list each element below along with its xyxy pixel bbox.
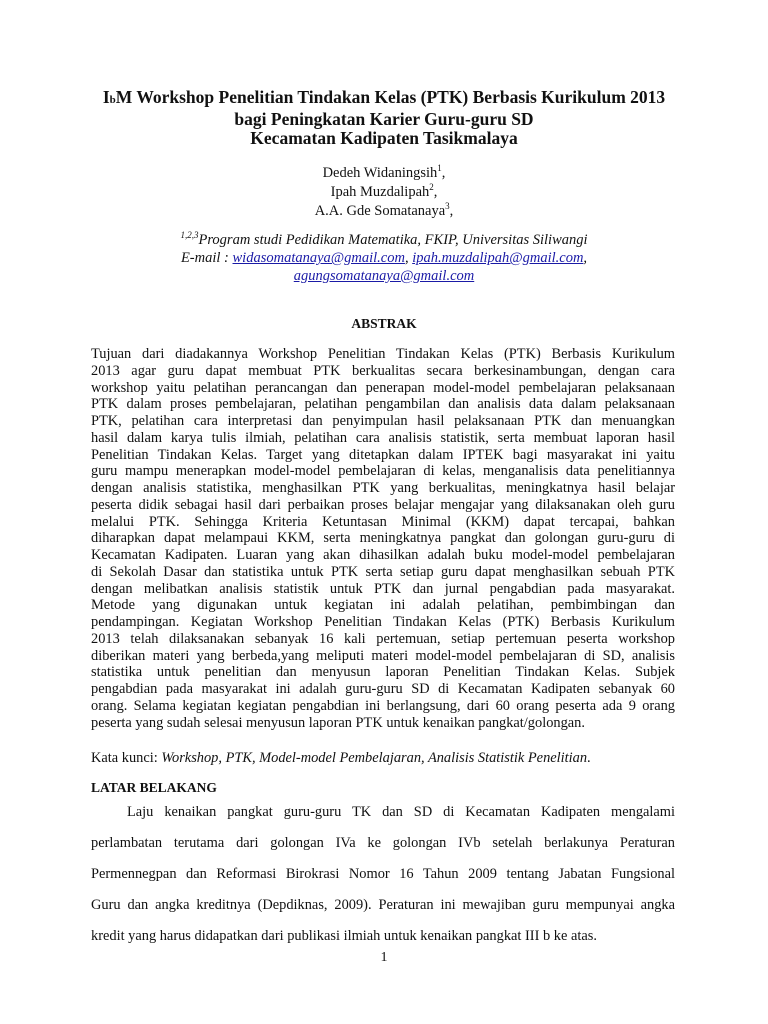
text-line: PTK, pelatihan cara interpretasi dan penyimpulan hasil pelaksanaan PTK dan menuangkan <box>91 413 675 429</box>
title-line-1: IbM Workshop Penelitian Tindakan Kelas (PTK) Berbasis Kurikulum 2013 <box>102 87 666 107</box>
text-line: orang. Selama kegiatan kegiatan pengabdian ini berlangsung, dari 60 orang peserta ada 9 orang <box>91 697 675 714</box>
email-line <box>0 267 768 285</box>
text-line: diberikan materi yang berbeda,yang meliputi materi model-model pembelajaran di SD, analisis <box>91 647 675 664</box>
author: Ipah Muzdalipah$^2$, <box>330 182 438 200</box>
email-link[interactable]: ipah.muzdalipah@gmail.com <box>412 250 584 266</box>
author: A.A. Gde Somatanaya$^3$, <box>314 201 454 219</box>
text-line: dengan analisis statistika, menghasilkan PTK yang berkualitas, meningkatnya hasil belajar <box>91 480 675 496</box>
text-line: hasil dalam karya tulis ilmiah, pelatihan cara analisis statistik, serta membuat laporan hasil <box>91 429 675 446</box>
text-line: melalui PTK. Sehingga Kriteria Ketuntasan Minimal (KKM) dapat tercapai, bahkan <box>91 513 675 530</box>
email-line: E-mail : widasomatanaya@gmail.com, ipah.muzdalipah@gmail.com, <box>180 250 588 266</box>
text-line: PTK dalam proses pembelajaran, pelatihan pengambilan dan analisis data dalam pelaksanaan <box>91 396 675 413</box>
text-line: statistika untuk penelitian dan menyusun laporan Penelitian Tindakan Kelas. Subjek <box>91 664 675 681</box>
email-link[interactable]: agungsomatanaya@gmail.com <box>293 268 475 284</box>
text-line: 2013 agar guru dapat membuat PTK berkualitas secara berkesinambungan, dengan cara <box>91 362 675 379</box>
text-line: peserta didik sebagai hasil dari perbaikan proses belajar mengajar yang dilaksanakan oleh guru <box>91 496 675 513</box>
affiliation-line: $^{1,2,3}$Program studi Pedidikan Matematika, FKIP, Universitas Siliwangi <box>180 230 588 248</box>
abstract-heading: ABSTRAK <box>351 316 417 331</box>
text-line: Guru dan angka kreditnya (Depdiknas, 2009). Peraturan ini mewajiban guru mempunyai angka <box>91 897 675 913</box>
text-line: dengan melibatkan analisis statistik untuk PTK dan jurnal pengabdian pada masyarakat. <box>91 580 675 597</box>
keywords: Kata kunci: Workshop, PTK, Model-model Pembelajaran, Analisis Statistik Penelitian. <box>91 750 591 766</box>
text-line: di Sekolah Dasar dan statistika untuk PTK serta setiap guru dapat menghasilkan sebuah PTK <box>91 563 675 580</box>
text-line: Permennegpan dan Reformasi Birokrasi Nomor 16 Tahun 2009 tentang Jabatan Fungsional <box>91 866 675 882</box>
abstract-body <box>91 346 675 731</box>
text-line: Penelitian Tindakan Kelas. Target yang ditetapkan dalam IPTEK bagi masyarakat ini yaitu <box>91 446 675 463</box>
text-line: guru mampu menerapkan model-model pembelajaran di kelas, menganalisis data penelitiannya <box>91 463 675 480</box>
page-number: 1 <box>380 950 388 965</box>
text-line: peserta yang sudah selesai menyusun laporan PTK untuk kenaikan pangkat/golongan. <box>91 714 585 731</box>
text-line: Metode yang digunakan untuk kegiatan ini adalah pelatihan, pembimbingan dan <box>91 597 675 614</box>
text-line: perlambatan terutama dari golongan IVa ke golongan IVb setelah berlakunya Peraturan <box>91 835 675 851</box>
text-line: 2013 telah dilaksanakan sebanyak 16 kali pertemuan, setiap pertemuan peserta workshop <box>91 630 675 647</box>
paper-title <box>0 88 768 148</box>
text-line: Laju kenaikan pangkat guru-guru TK dan SD di Kecamatan Kadipaten mengalami <box>127 804 675 820</box>
text-line: diharapkan dapat melampaui KKM, serta meningkatnya pangkat dan golongan guru-guru di <box>91 530 675 547</box>
title-line-2: bagi Peningkatan Karier Guru-guru SD <box>234 109 534 129</box>
background-body <box>91 797 675 952</box>
email-link[interactable]: widasomatanaya@gmail.com <box>232 250 405 266</box>
section-heading-latar-belakang: LATAR BELAKANG <box>91 780 217 795</box>
text-line: pengabdian pada masyarakat ini adalah guru-guru SD di Kecamatan Kadipaten sebanyak 60 <box>91 681 675 697</box>
text-line: kredit yang harus didapatkan dari publikasi ilmiah untuk kenaikan pangkat III b ke atas. <box>91 928 597 944</box>
title-line-3: Kecamatan Kadipaten Tasikmalaya <box>250 128 518 148</box>
author: Dedeh Widaningsih$^1$, <box>322 163 446 181</box>
author-list <box>0 164 768 221</box>
text-line: workshop yaitu pelatihan perancangan dan penerapan model-model pembelajaran pelaksanaan <box>91 379 675 396</box>
affiliation <box>0 231 768 285</box>
text-line: pendampingan. Kegiatan Workshop Penelitian Tindakan Kelas (PTK) Berbasis Kurikulum <box>91 614 675 630</box>
text-line: Tujuan dari diadakannya Workshop Penelitian Tindakan Kelas (PTK) Berbasis Kurikulum <box>91 346 675 362</box>
text-line: Kecamatan Kadipaten. Luaran yang akan dihasilkan adalah buku model-model pembelajaran <box>91 547 675 563</box>
